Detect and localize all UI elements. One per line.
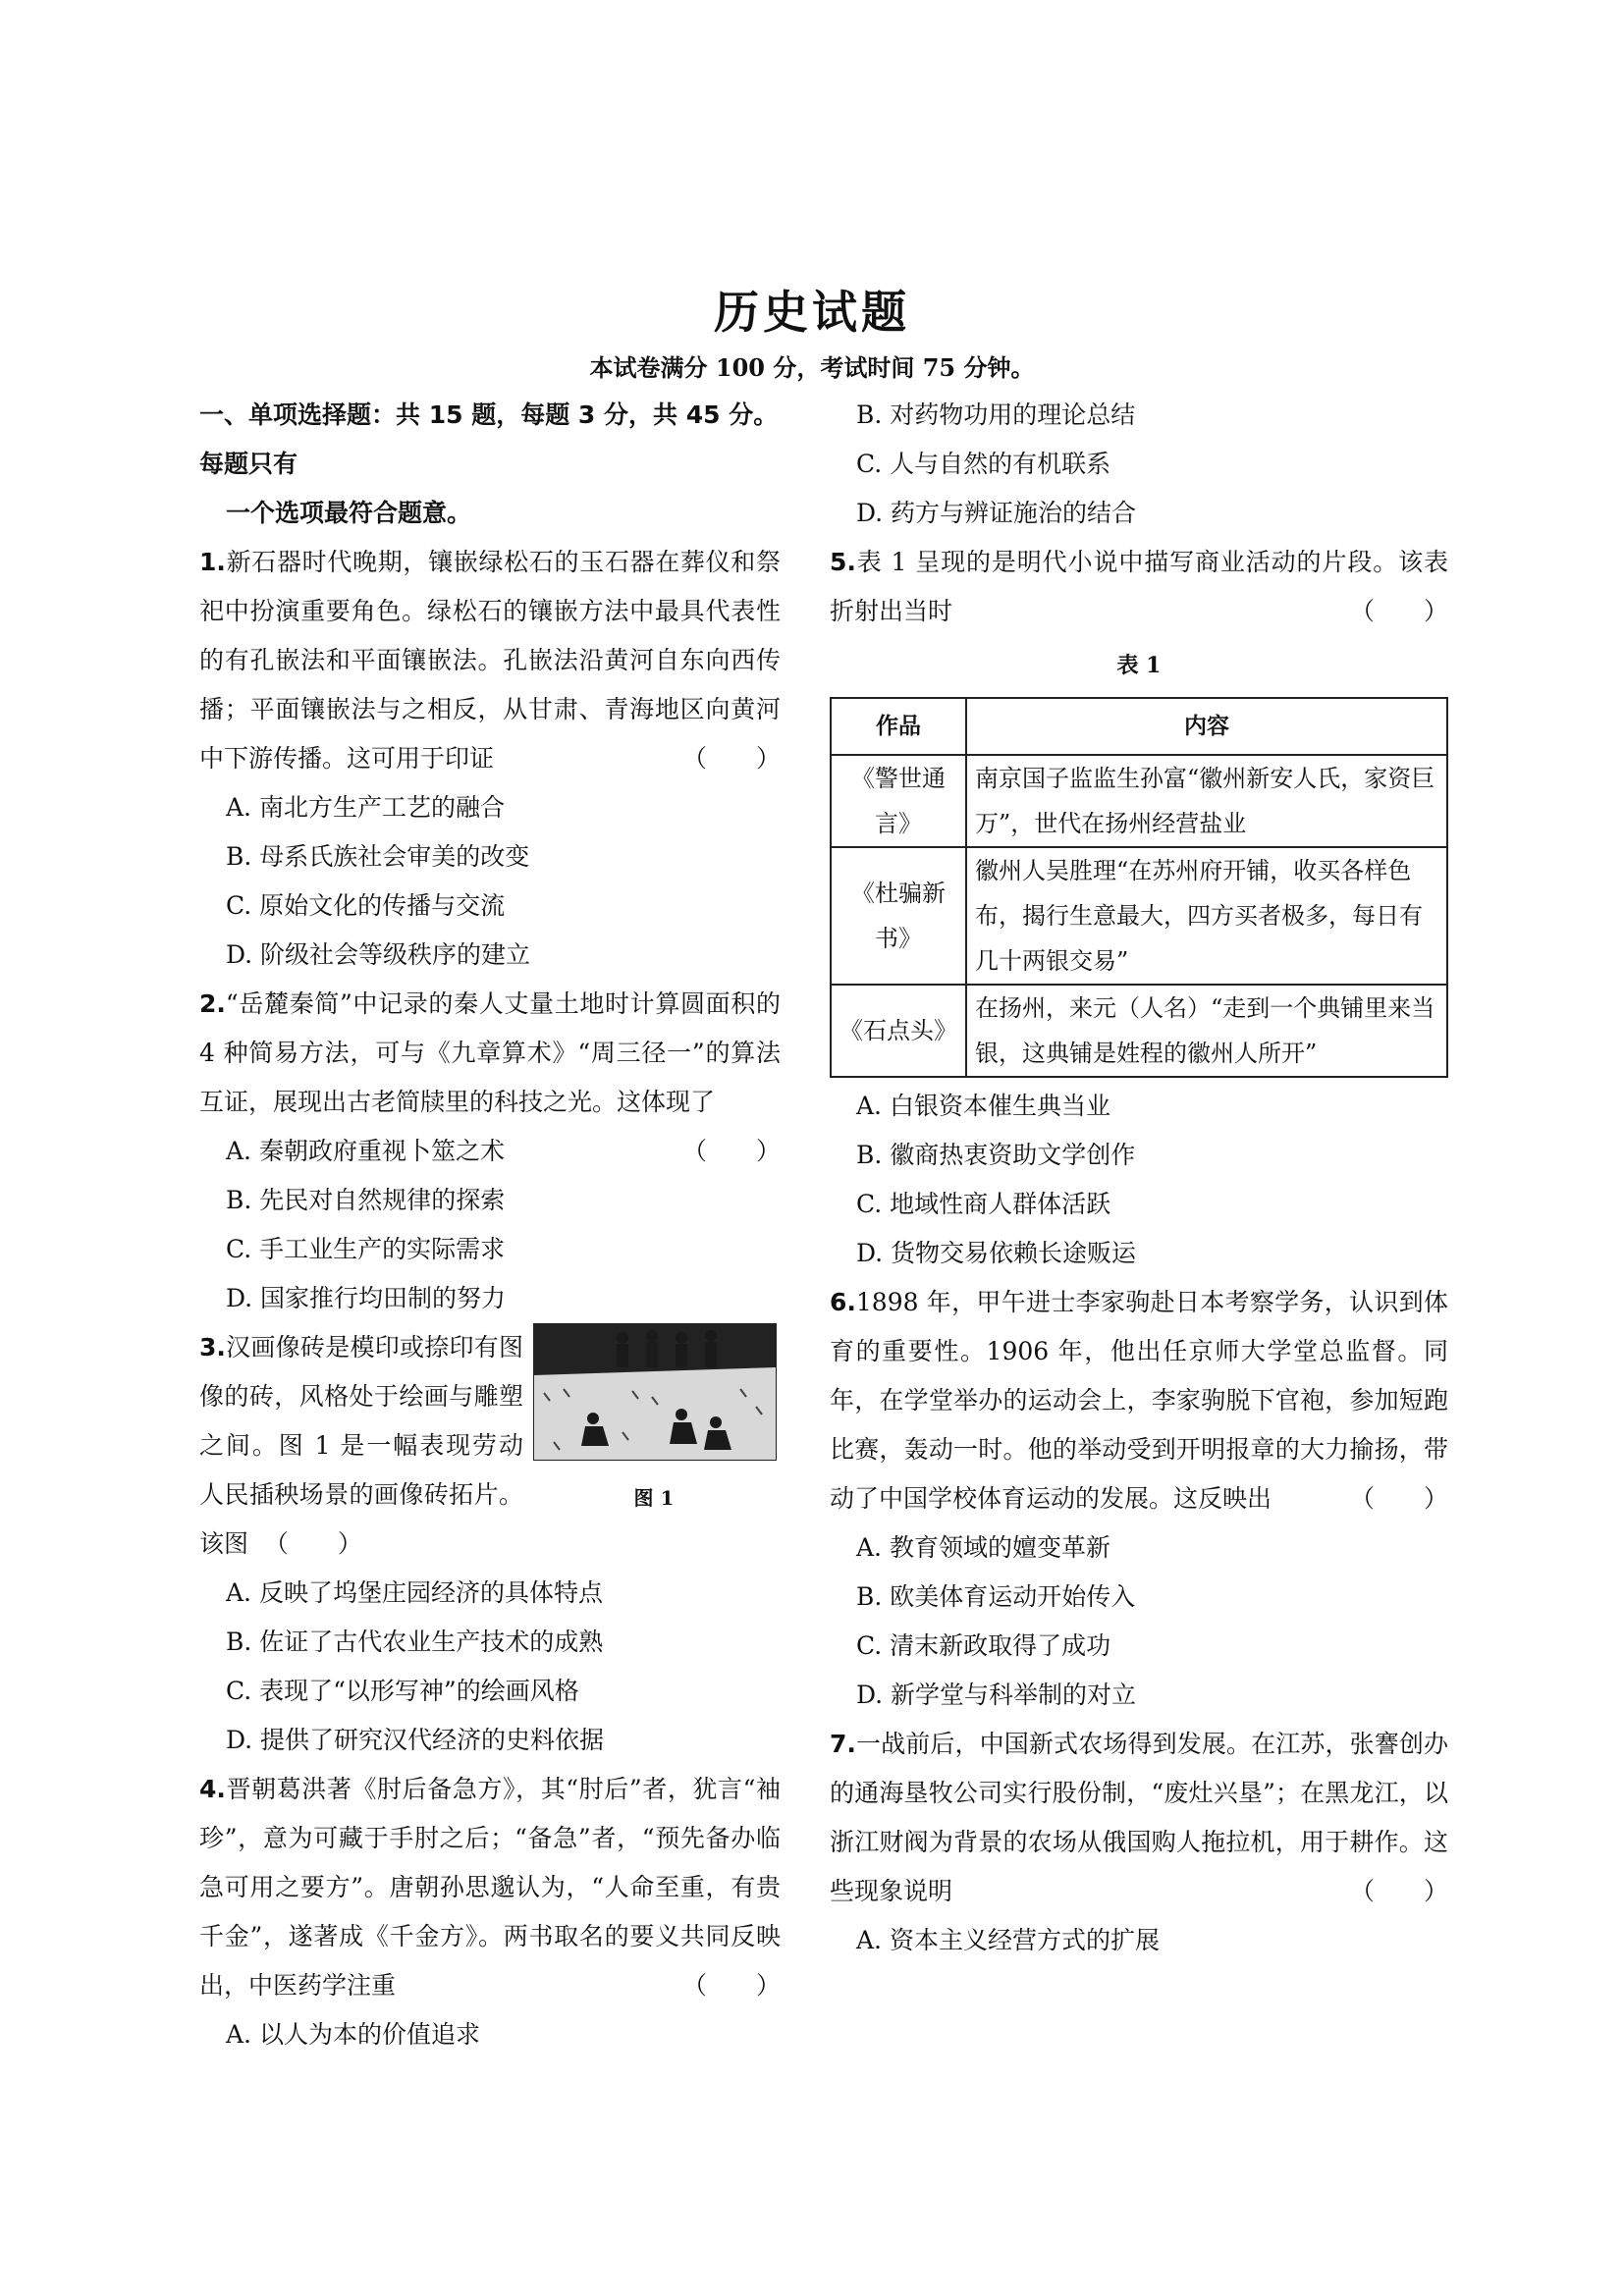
table-row [831, 755, 1447, 847]
q4-option-b: B. 对药物功用的理论总结 [856, 400, 1136, 429]
page-title: 历史试题 [714, 286, 910, 339]
table-cell-work: 《石点头》 [831, 985, 966, 1077]
answer-parenthesis: （ ） [681, 744, 781, 773]
q4-option-d: D. 药方与辨证施治的结合 [856, 499, 1137, 527]
q4-option-c: C. 人与自然的有机联系 [856, 450, 1111, 478]
option-c: C. 原始文化的传播与交流 [226, 891, 506, 920]
question-6-number: 6. [830, 1288, 856, 1316]
table-cell-work: 《杜骗新书》 [831, 847, 966, 985]
question-3-number: 3. [199, 1333, 226, 1362]
answer-parenthesis: （ ） [1349, 1877, 1448, 1905]
question-3-text: 汉画像砖是模印或捺印有图像的砖，风格处于绘画与雕塑之间。图 1 是一幅表现劳动人民插秧场景的画像砖拓片。该图 [199, 1333, 523, 1558]
rubbing-illustration [534, 1324, 776, 1460]
option-d: D. 货物交易依赖长途贩运 [856, 1239, 1137, 1267]
answer-parenthesis: （ ） [263, 1529, 362, 1558]
question-5-text: 表 1 呈现的是明代小说中描写商业活动的片段。该表折射出当时 [830, 548, 1448, 625]
question-7-number: 7. [830, 1730, 856, 1758]
question-6 [830, 1278, 1448, 1720]
question-5-stem [830, 538, 1448, 636]
option-c: C. 清末新政取得了成功 [856, 1631, 1111, 1660]
section-heading-line1: 一、单项选择题：共 15 题，每题 3 分，共 45 分。每题只有 [199, 400, 779, 478]
table-cell-work: 《警世通言》 [831, 755, 966, 847]
question-7-text: 一战前后，中国新式农场得到发展。在江苏，张謇创办的通海垦牧公司实行股份制，“废灶兴垦”；在黑龙江，以浙江财阀为背景的农场从俄国购人拖拉机，用于耕作。这些现象说明 [830, 1730, 1448, 1905]
figure-1 [533, 1323, 775, 1518]
question-4-number: 4. [199, 1775, 226, 1803]
question-1-text: 新石器时代晚期，镶嵌绿松石的玉石器在葬仪和祭祀中扮演重要角色。绿松石的镶嵌方法中最具代表性的有孔嵌法和平面镶嵌法。孔嵌法沿黄河自东向西传播；平面镶嵌法与之相反，从甘肃、青海地区向黄河中下游传播。这可用于印证 [199, 548, 781, 773]
answer-parenthesis: （ ） [1349, 1484, 1448, 1513]
section-heading-line2: 一个选项最符合题意。 [226, 499, 472, 527]
table-header-row [831, 698, 1447, 755]
left-column [199, 391, 781, 2059]
option-a: A. 资本主义经营方式的扩展 [856, 1926, 1160, 1954]
option-c: C. 手工业生产的实际需求 [226, 1235, 506, 1263]
question-7 [830, 1720, 1448, 1965]
option-a: A. 反映了坞堡庄园经济的具体特点 [226, 1578, 603, 1607]
option-b: B. 母系氏族社会审美的改变 [226, 842, 530, 871]
option-b: B. 先民对自然规律的探索 [226, 1186, 506, 1214]
option-a: A. 以人为本的价值追求 [226, 2020, 480, 2049]
question-4 [199, 1765, 781, 2059]
question-4-text: 晋朝葛洪著《肘后备急方》，其“肘后”者，犹言“袖珍”，意为可藏于手肘之后；“备急”者，“预先备办临急可用之要方”。唐朝孙思邈认为，“人命至重，有贵千金”，遂著成《千金方》。两书取名的要义共同反映出，中医药学注重 [199, 1775, 781, 2000]
question-2-number: 2. [199, 989, 226, 1018]
option-d: D. 提供了研究汉代经济的史料依据 [226, 1726, 605, 1754]
answer-parenthesis: （ ） [681, 1137, 781, 1165]
option-c: C. 表现了“以形写神”的绘画风格 [226, 1677, 579, 1705]
rice-planting-rubbing-image [533, 1323, 777, 1461]
table-header-work: 作品 [831, 698, 966, 755]
table-row [831, 985, 1447, 1077]
question-1 [199, 538, 781, 980]
option-a: A. 秦朝政府重视卜筮之术 [226, 1137, 505, 1165]
question-2-text: “岳麓秦简”中记录的秦人丈量土地时计算圆面积的 4 种简易方法，可与《九章算术》“周三径一”的算法互证，展现出古老简牍里的科技之光。这体现了 [199, 989, 781, 1116]
option-c: C. 地域性商人群体活跃 [856, 1190, 1111, 1218]
exam-info: 本试卷满分 100 分，考试时间 75 分钟。 [589, 353, 1035, 382]
right-column [830, 391, 1448, 1965]
question-6-stem [830, 1278, 1448, 1523]
answer-parenthesis: （ ） [1349, 597, 1448, 625]
option-b: B. 欧美体育运动开始传入 [856, 1582, 1136, 1611]
option-b: B. 徽商热衷资助文学创作 [856, 1141, 1136, 1169]
answer-parenthesis: （ ） [681, 1971, 781, 2000]
table-header-content: 内容 [966, 698, 1447, 755]
figure-1-caption: 图 1 [633, 1486, 675, 1510]
table-row [831, 847, 1447, 985]
question-5 [830, 538, 1448, 1278]
table-cell-content: 南京国子监监生孙富“徽州新安人氏，家资巨万”，世代在扬州经营盐业 [966, 755, 1447, 847]
question-3 [199, 1323, 781, 1765]
question-2 [199, 980, 781, 1323]
question-6-text: 1898 年，甲午进士李家驹赴日本考察学务，认识到体育的重要性。1906 年，他出任京师大学堂总监督。同年，在学堂举办的运动会上，李家驹脱下官袍，参加短跑比赛，轰动一时。他的举动受到开明报章的大力揄扬，带动了中国学校体育运动的发展。这反映出 [830, 1288, 1448, 1513]
option-a: A. 白银资本催生典当业 [856, 1092, 1110, 1120]
table-1-caption: 表 1 [1116, 653, 1162, 678]
option-a: A. 南北方生产工艺的融合 [226, 793, 505, 822]
table-cell-content: 在扬州，来元（人名）“走到一个典铺里来当银，这典铺是姓程的徽州人所开” [966, 985, 1447, 1077]
question-7-stem [830, 1720, 1448, 1916]
question-5-number: 5. [830, 548, 856, 576]
option-d: D. 新学堂与科举制的对立 [856, 1681, 1137, 1709]
table-cell-content: 徽州人吴胜理“在苏州府开铺，收买各样色布，揭行生意最大，四方买者极多，每日有几十两银交易” [966, 847, 1447, 985]
table-1 [830, 697, 1448, 1078]
section-heading [199, 391, 781, 538]
option-d: D. 国家推行均田制的努力 [226, 1284, 507, 1312]
question-4-stem [199, 1765, 781, 2010]
option-d: D. 阶级社会等级秩序的建立 [226, 940, 531, 969]
option-b: B. 佐证了古代农业生产技术的成熟 [226, 1628, 604, 1656]
question-1-number: 1. [199, 548, 226, 576]
option-a: A. 教育领域的嬗变革新 [856, 1533, 1110, 1562]
question-1-stem [199, 538, 781, 783]
question-3-stem [199, 1323, 523, 1569]
